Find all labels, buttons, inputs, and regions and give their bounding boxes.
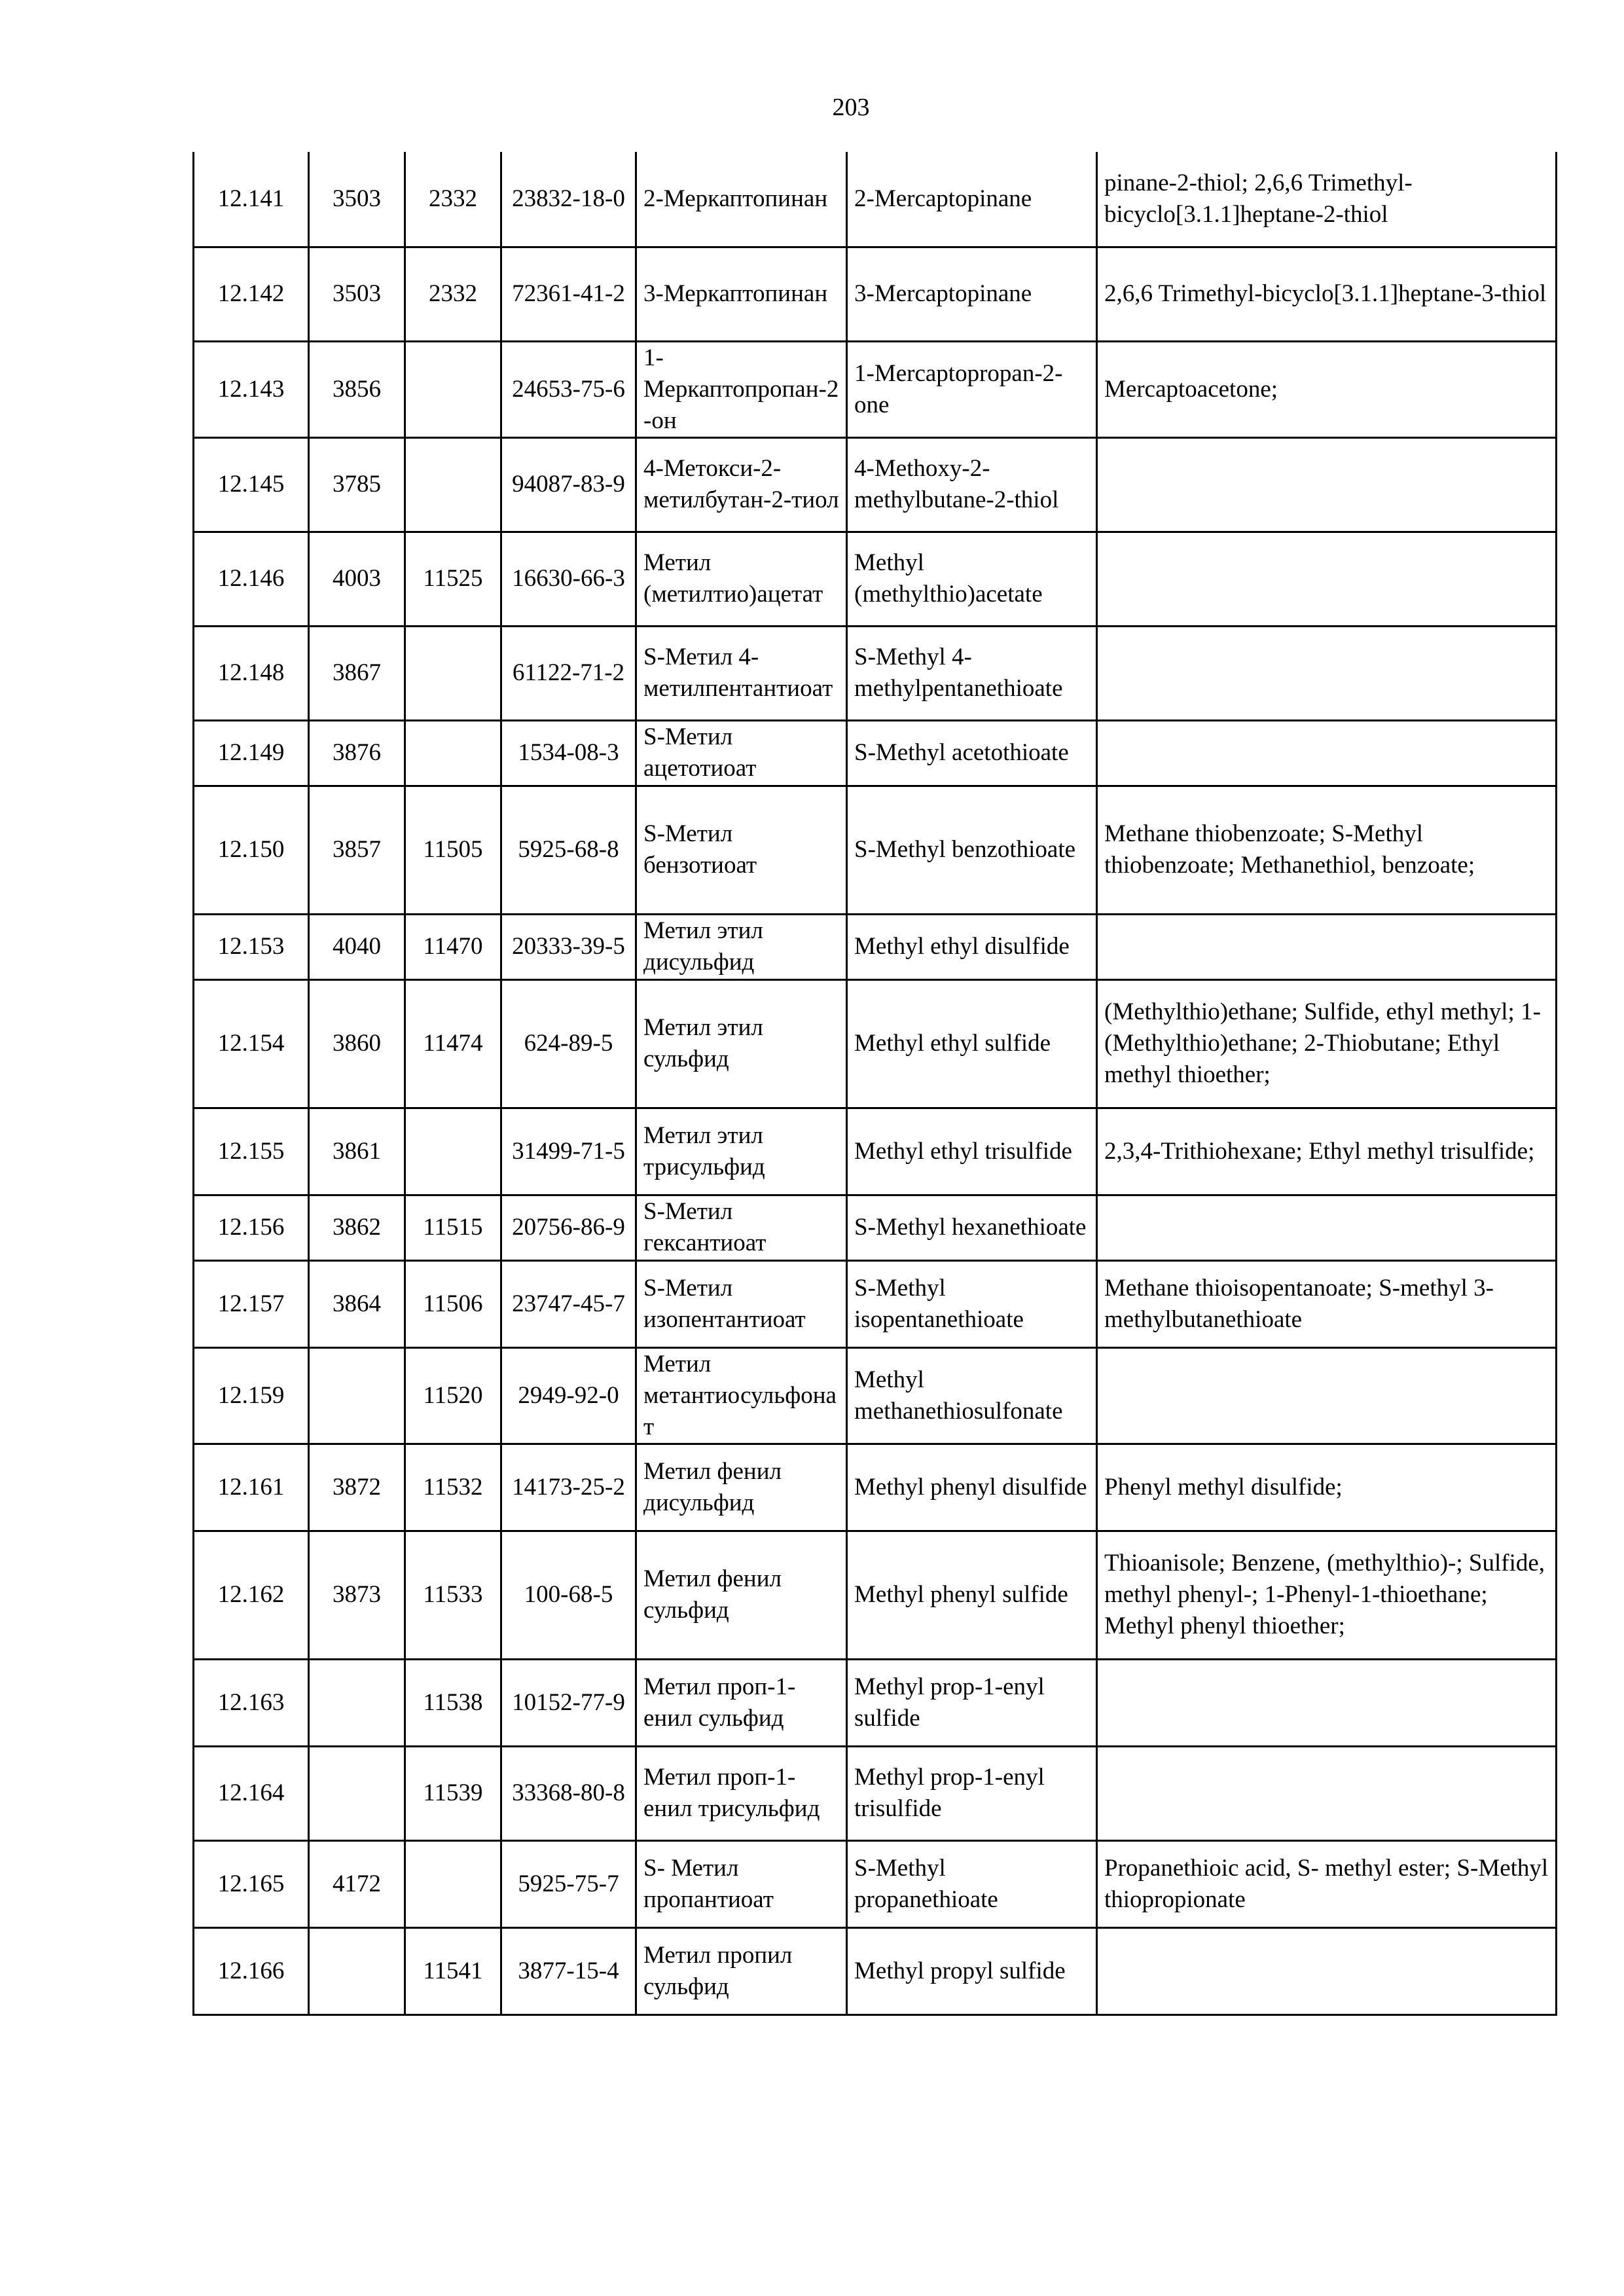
- cell-fl-number: 3503: [309, 247, 405, 341]
- cell-fl-number: 3867: [309, 626, 405, 720]
- cell-synonyms: [1097, 626, 1557, 720]
- cell-name-en: S-Methyl hexanethioate: [847, 1195, 1097, 1260]
- cell-synonyms: [1097, 532, 1557, 626]
- cell-fl-number: 3857: [309, 786, 405, 914]
- cell-name-en: Methyl phenyl sulfide: [847, 1531, 1097, 1659]
- cell-number: 12.148: [194, 626, 309, 720]
- cell-cas-number: 16630-66-3: [501, 532, 636, 626]
- cell-jecfa-number: 11539: [405, 1746, 501, 1840]
- cell-cas-number: 24653-75-6: [501, 341, 636, 437]
- cell-jecfa-number: 11541: [405, 1927, 501, 2014]
- cell-name-en: S-Methyl acetothioate: [847, 720, 1097, 786]
- cell-name-ru: Метил (метилтио)ацетат: [636, 532, 847, 626]
- cell-name-ru: Метил метантиосульфонат: [636, 1347, 847, 1444]
- cell-cas-number: 2949-92-0: [501, 1347, 636, 1444]
- cell-number: 12.142: [194, 247, 309, 341]
- cell-number: 12.166: [194, 1927, 309, 2014]
- cell-jecfa-number: 11474: [405, 979, 501, 1108]
- cell-synonyms: [1097, 1195, 1557, 1260]
- cell-name-ru: S-Метил 4-метилпентантиоат: [636, 626, 847, 720]
- table-row: [194, 1840, 1557, 1927]
- cell-number: 12.163: [194, 1659, 309, 1746]
- cell-name-en: Methyl prop-1-enyl sulfide: [847, 1659, 1097, 1746]
- cell-cas-number: 100-68-5: [501, 1531, 636, 1659]
- cell-number: 12.159: [194, 1347, 309, 1444]
- cell-name-en: Methyl ethyl sulfide: [847, 979, 1097, 1108]
- table-row: [194, 626, 1557, 720]
- cell-number: 12.164: [194, 1746, 309, 1840]
- cell-fl-number: 4003: [309, 532, 405, 626]
- cell-jecfa-number: 11532: [405, 1444, 501, 1531]
- cell-fl-number: 3856: [309, 341, 405, 437]
- cell-name-en: Methyl propyl sulfide: [847, 1927, 1097, 2014]
- cell-name-ru: Метил фенил дисульфид: [636, 1444, 847, 1531]
- cell-name-en: Methyl phenyl disulfide: [847, 1444, 1097, 1531]
- cell-jecfa-number: 11533: [405, 1531, 501, 1659]
- cell-synonyms: (Methylthio)ethane; Sulfide, ethyl methyl; 1-(Methylthio)ethane; 2-Thiobutane; Ethyl methyl thioether;: [1097, 979, 1557, 1108]
- cell-synonyms: [1097, 437, 1557, 532]
- cell-number: 12.157: [194, 1260, 309, 1347]
- cell-fl-number: 3860: [309, 979, 405, 1108]
- table-row: [194, 341, 1557, 437]
- table-row: [194, 152, 1557, 247]
- table-row: [194, 247, 1557, 341]
- cell-synonyms: pinane-2-thiol; 2,6,6 Trimethyl-bicyclo[3.1.1]heptane-2-thiol: [1097, 152, 1557, 247]
- cell-number: 12.145: [194, 437, 309, 532]
- cell-fl-number: 3861: [309, 1108, 405, 1195]
- cell-name-ru: Метил фенил сульфид: [636, 1531, 847, 1659]
- cell-name-ru: 4-Метокси-2-метилбутан-2-тиол: [636, 437, 847, 532]
- cell-synonyms: Thioanisole; Benzene, (methylthio)-; Sulfide, methyl phenyl-; 1-Phenyl-1-thioethane; Methyl phenyl thioether;: [1097, 1531, 1557, 1659]
- cell-jecfa-number: 11506: [405, 1260, 501, 1347]
- table-row: [194, 532, 1557, 626]
- cell-name-en: S-Methyl 4-methylpentanethioate: [847, 626, 1097, 720]
- cell-synonyms: [1097, 1659, 1557, 1746]
- cell-fl-number: [309, 1659, 405, 1746]
- cell-name-en: Methyl methanethiosulfonate: [847, 1347, 1097, 1444]
- cell-fl-number: 3503: [309, 152, 405, 247]
- cell-jecfa-number: [405, 626, 501, 720]
- cell-name-ru: Метил этил сульфид: [636, 979, 847, 1108]
- flavouring-substances-table-container: [192, 152, 1555, 2016]
- cell-name-en: S-Methyl benzothioate: [847, 786, 1097, 914]
- cell-jecfa-number: [405, 1840, 501, 1927]
- cell-name-en: Methyl ethyl trisulfide: [847, 1108, 1097, 1195]
- table-row: [194, 1531, 1557, 1659]
- cell-name-ru: 2-Меркаптопинан: [636, 152, 847, 247]
- table-row: [194, 720, 1557, 786]
- cell-fl-number: 4172: [309, 1840, 405, 1927]
- cell-name-ru: S-Метил изопентантиоат: [636, 1260, 847, 1347]
- cell-name-en: S-Methyl propanethioate: [847, 1840, 1097, 1927]
- cell-name-ru: Метил этил трисульфид: [636, 1108, 847, 1195]
- cell-name-ru: Метил проп-1-енил трисульфид: [636, 1746, 847, 1840]
- cell-name-en: 1-Mercaptopropan-2-one: [847, 341, 1097, 437]
- table-row: [194, 1659, 1557, 1746]
- cell-synonyms: [1097, 1347, 1557, 1444]
- cell-cas-number: 23832-18-0: [501, 152, 636, 247]
- cell-jecfa-number: [405, 341, 501, 437]
- table-row: [194, 1260, 1557, 1347]
- cell-synonyms: Propanethioic acid, S- methyl ester; S-Methyl thiopropionate: [1097, 1840, 1557, 1927]
- cell-fl-number: 3873: [309, 1531, 405, 1659]
- cell-synonyms: Phenyl methyl disulfide;: [1097, 1444, 1557, 1531]
- cell-number: 12.153: [194, 914, 309, 979]
- cell-cas-number: 33368-80-8: [501, 1746, 636, 1840]
- cell-number: 12.161: [194, 1444, 309, 1531]
- cell-number: 12.146: [194, 532, 309, 626]
- table-row: [194, 1195, 1557, 1260]
- cell-cas-number: 3877-15-4: [501, 1927, 636, 2014]
- cell-jecfa-number: [405, 437, 501, 532]
- cell-name-en: Methyl (methylthio)acetate: [847, 532, 1097, 626]
- cell-synonyms: 2,3,4-Trithiohexane; Ethyl methyl trisulfide;: [1097, 1108, 1557, 1195]
- cell-name-en: 2-Mercaptopinane: [847, 152, 1097, 247]
- cell-number: 12.149: [194, 720, 309, 786]
- cell-jecfa-number: [405, 1108, 501, 1195]
- cell-name-en: S-Methyl isopentanethioate: [847, 1260, 1097, 1347]
- cell-cas-number: 1534-08-3: [501, 720, 636, 786]
- cell-fl-number: 3876: [309, 720, 405, 786]
- cell-fl-number: [309, 1347, 405, 1444]
- cell-name-ru: 3-Меркаптопинан: [636, 247, 847, 341]
- cell-jecfa-number: 11470: [405, 914, 501, 979]
- cell-jecfa-number: 11525: [405, 532, 501, 626]
- cell-fl-number: [309, 1927, 405, 2014]
- cell-number: 12.154: [194, 979, 309, 1108]
- table-row: [194, 1108, 1557, 1195]
- table-row: [194, 786, 1557, 914]
- cell-name-ru: S-Метил ацетотиоат: [636, 720, 847, 786]
- cell-jecfa-number: 11515: [405, 1195, 501, 1260]
- cell-fl-number: 3864: [309, 1260, 405, 1347]
- cell-jecfa-number: [405, 720, 501, 786]
- cell-cas-number: 14173-25-2: [501, 1444, 636, 1531]
- cell-synonyms: [1097, 1746, 1557, 1840]
- cell-fl-number: 3872: [309, 1444, 405, 1531]
- cell-cas-number: 624-89-5: [501, 979, 636, 1108]
- cell-jecfa-number: 11538: [405, 1659, 501, 1746]
- table-row: [194, 437, 1557, 532]
- cell-fl-number: 3785: [309, 437, 405, 532]
- cell-jecfa-number: 11505: [405, 786, 501, 914]
- cell-number: 12.150: [194, 786, 309, 914]
- table-row: [194, 1444, 1557, 1531]
- cell-synonyms: Methane thioisopentanoate; S-methyl 3-methylbutanethioate: [1097, 1260, 1557, 1347]
- flavouring-substances-table: [192, 152, 1557, 2016]
- cell-synonyms: [1097, 1927, 1557, 2014]
- cell-number: 12.156: [194, 1195, 309, 1260]
- cell-synonyms: 2,6,6 Trimethyl-bicyclo[3.1.1]heptane-3-thiol: [1097, 247, 1557, 341]
- cell-cas-number: 72361-41-2: [501, 247, 636, 341]
- cell-synonyms: [1097, 914, 1557, 979]
- cell-name-ru: S-Метил гексантиоат: [636, 1195, 847, 1260]
- cell-name-en: 4-Methoxy-2-methylbutane-2-thiol: [847, 437, 1097, 532]
- cell-name-ru: Метил этил дисульфид: [636, 914, 847, 979]
- cell-name-ru: S-Метил бензотиоат: [636, 786, 847, 914]
- cell-cas-number: 94087-83-9: [501, 437, 636, 532]
- cell-cas-number: 61122-71-2: [501, 626, 636, 720]
- table-row: [194, 1927, 1557, 2014]
- cell-jecfa-number: 2332: [405, 152, 501, 247]
- cell-jecfa-number: 11520: [405, 1347, 501, 1444]
- table-row: [194, 1347, 1557, 1444]
- cell-number: 12.141: [194, 152, 309, 247]
- cell-cas-number: 31499-71-5: [501, 1108, 636, 1195]
- cell-name-ru: Метил пропил сульфид: [636, 1927, 847, 2014]
- cell-cas-number: 5925-68-8: [501, 786, 636, 914]
- cell-fl-number: 3862: [309, 1195, 405, 1260]
- table-row: [194, 1746, 1557, 1840]
- cell-cas-number: 5925-75-7: [501, 1840, 636, 1927]
- cell-name-en: Methyl ethyl disulfide: [847, 914, 1097, 979]
- cell-cas-number: 10152-77-9: [501, 1659, 636, 1746]
- cell-name-ru: S- Метил пропантиоат: [636, 1840, 847, 1927]
- table-row: [194, 914, 1557, 979]
- cell-number: 12.155: [194, 1108, 309, 1195]
- table-row: [194, 979, 1557, 1108]
- cell-cas-number: 23747-45-7: [501, 1260, 636, 1347]
- cell-name-en: Methyl prop-1-enyl trisulfide: [847, 1746, 1097, 1840]
- cell-synonyms: [1097, 720, 1557, 786]
- cell-name-ru: 1-Меркаптопропан-2-он: [636, 341, 847, 437]
- cell-jecfa-number: 2332: [405, 247, 501, 341]
- cell-synonyms: Methane thiobenzoate; S-Methyl thiobenzoate; Methanethiol, benzoate;: [1097, 786, 1557, 914]
- cell-cas-number: 20333-39-5: [501, 914, 636, 979]
- cell-synonyms: Mercaptoacetone;: [1097, 341, 1557, 437]
- cell-name-ru: Метил проп-1-енил сульфид: [636, 1659, 847, 1746]
- cell-number: 12.165: [194, 1840, 309, 1927]
- cell-fl-number: [309, 1746, 405, 1840]
- page-number: 203: [832, 94, 870, 121]
- cell-fl-number: 4040: [309, 914, 405, 979]
- cell-number: 12.143: [194, 341, 309, 437]
- cell-number: 12.162: [194, 1531, 309, 1659]
- cell-cas-number: 20756-86-9: [501, 1195, 636, 1260]
- cell-name-en: 3-Mercaptopinane: [847, 247, 1097, 341]
